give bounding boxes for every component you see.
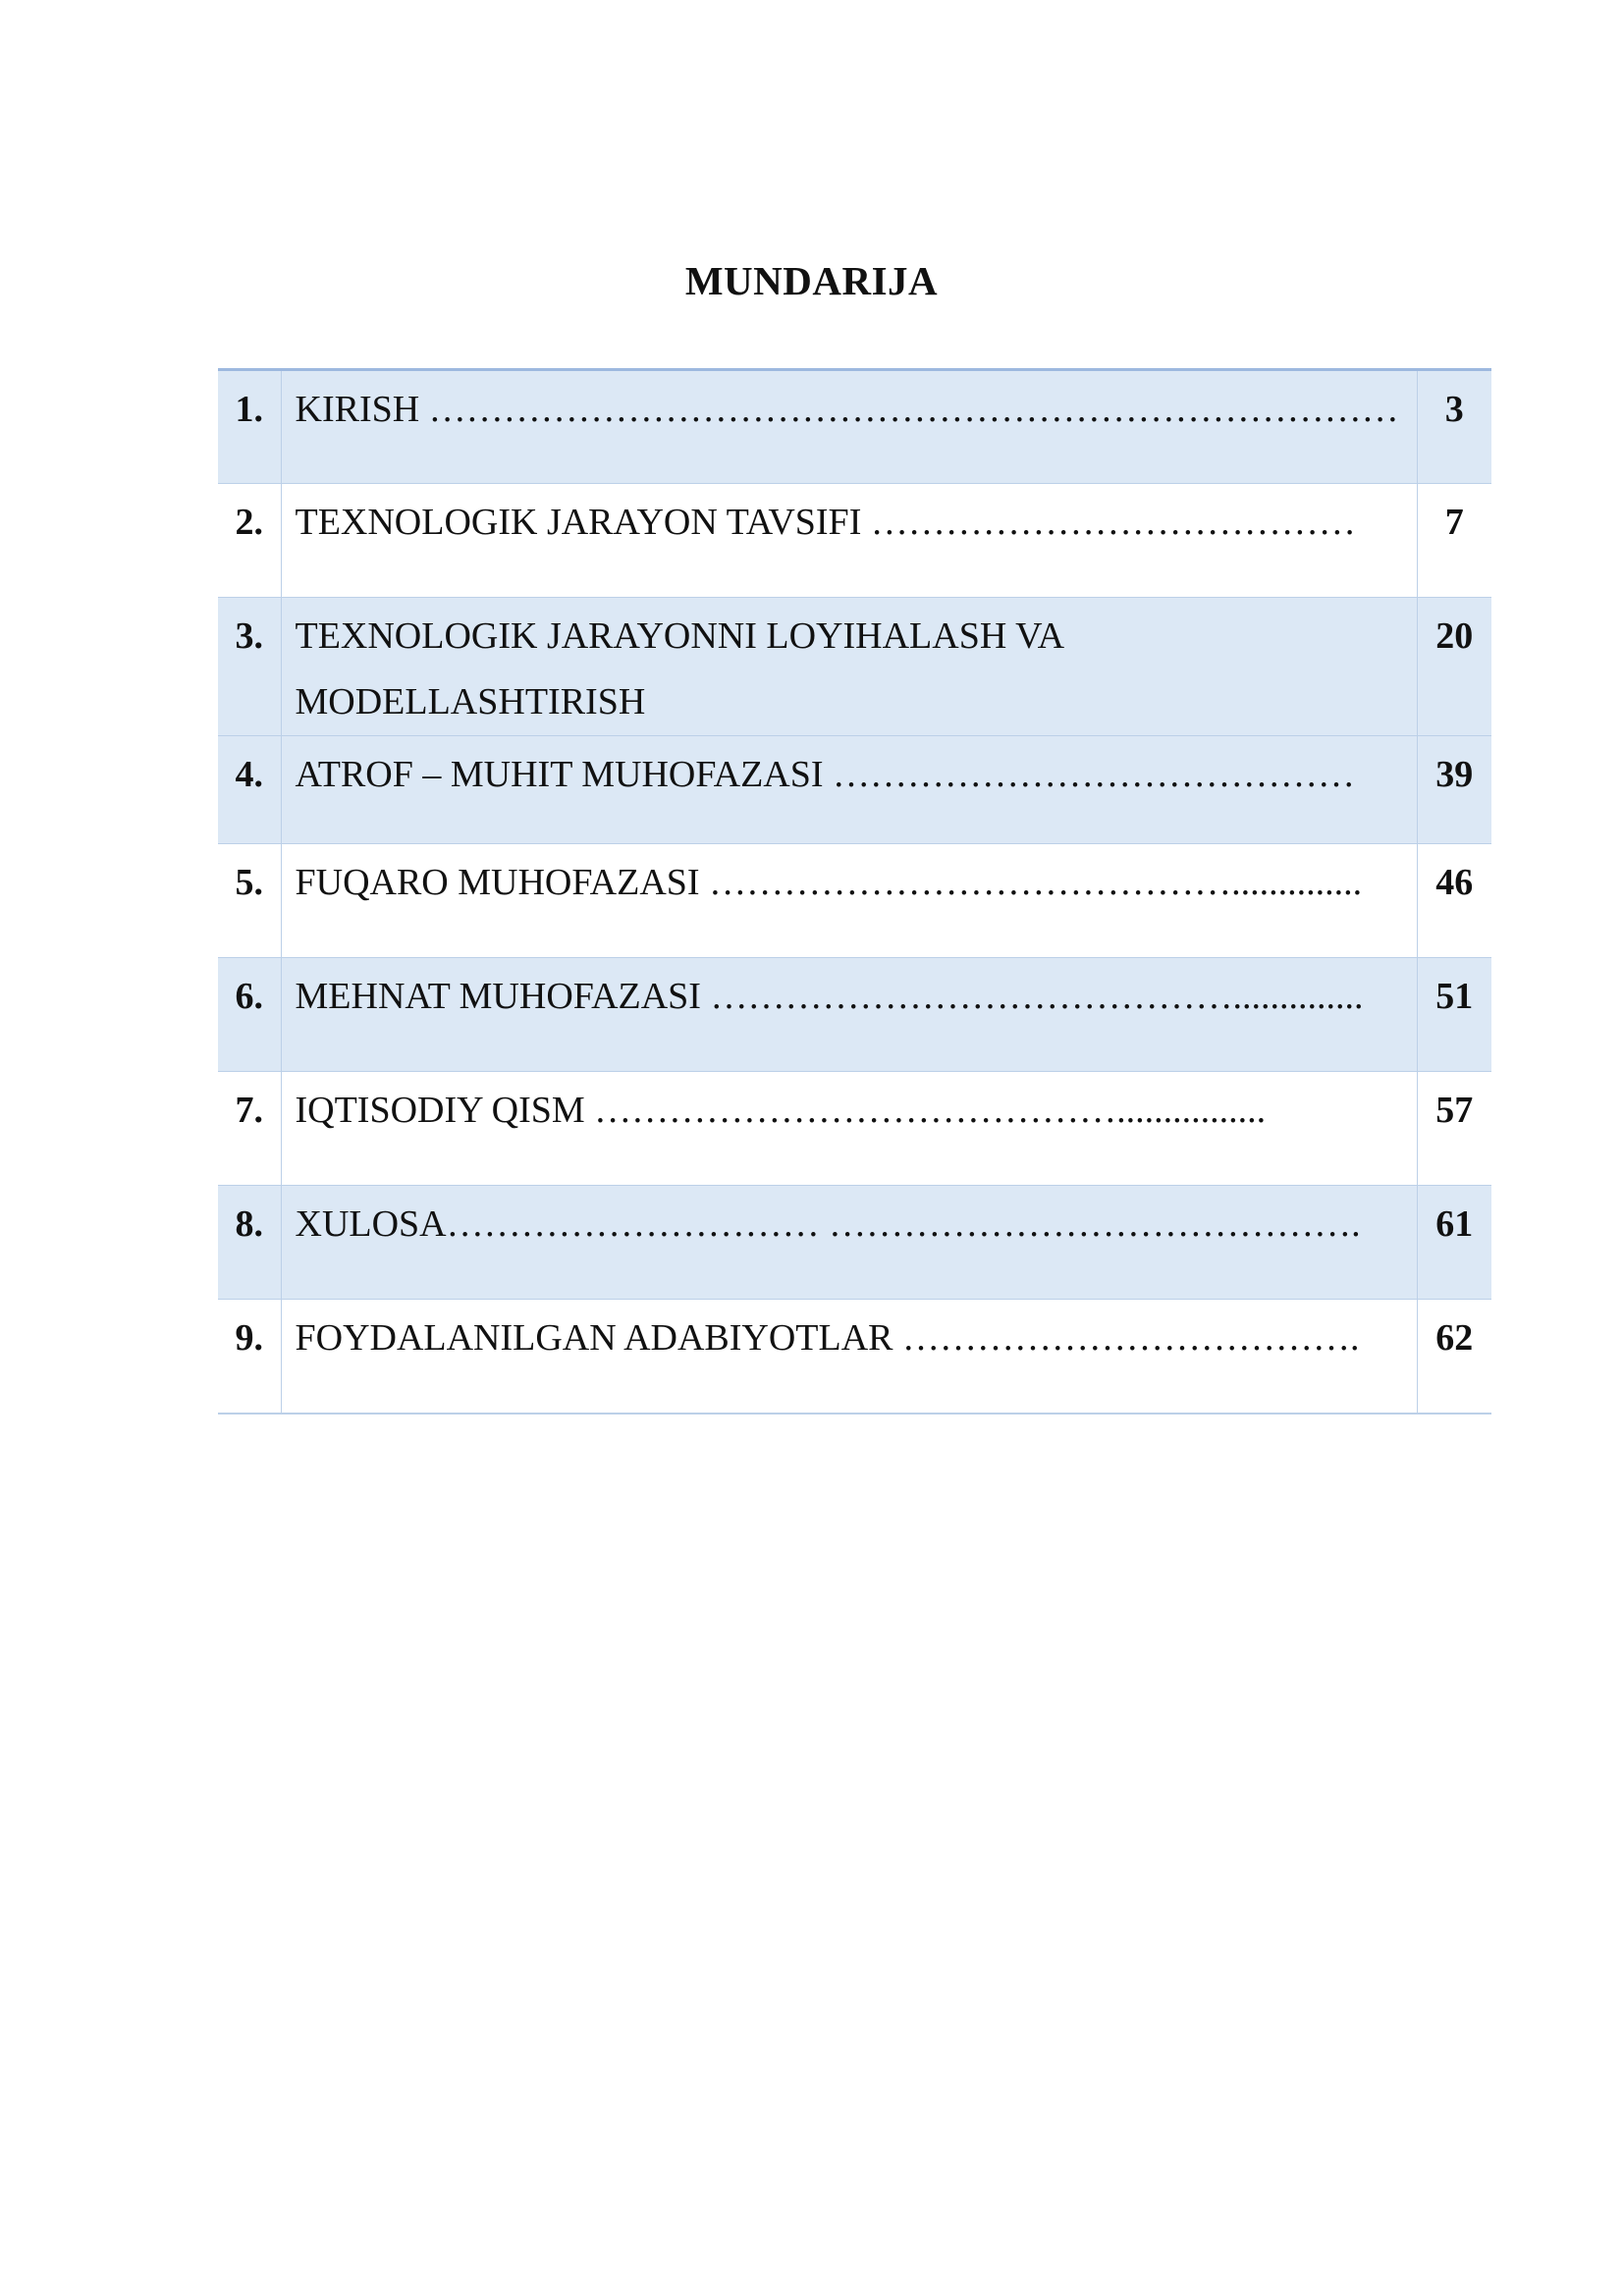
page-title: MUNDARIJA [684,258,939,303]
toc-number: 8. [218,1186,281,1300]
toc-row [218,958,1491,1072]
toc-page-number: 57 [1417,1072,1491,1186]
toc-page-number: 7 [1417,484,1491,598]
toc-row [218,736,1491,844]
toc-page-number: 62 [1417,1300,1491,1414]
toc-row [218,484,1491,598]
toc-page-number: 61 [1417,1186,1491,1300]
toc-entry-title: FOYDALANILGAN ADABIYOTLAR ………………………………. [281,1300,1417,1414]
toc-number: 7. [218,1072,281,1186]
toc-entry-title: ATROF – MUHIT MUHOFAZASI …………………………………… [281,736,1417,844]
toc-row [218,844,1491,958]
toc-page-number: 20 [1417,598,1491,736]
toc-number: 6. [218,958,281,1072]
toc-entry-title: TEXNOLOGIK JARAYONNI LOYIHALASH VA MODELLASHTIRISH [281,598,1417,736]
toc-row [218,370,1491,484]
toc-number: 9. [218,1300,281,1414]
toc-number: 2. [218,484,281,598]
toc-entry-title: IQTISODIY QISM ……………………………………................ [281,1072,1417,1186]
table-of-contents [218,368,1491,1415]
toc-number: 1. [218,370,281,484]
toc-row [218,1300,1491,1414]
toc-row [218,598,1491,736]
toc-number: 3. [218,598,281,736]
toc-entry-title: KIRISH …………………………………………………………………… [281,370,1417,484]
toc-row [218,1186,1491,1300]
toc-page-number: 3 [1417,370,1491,484]
toc-entry-title: TEXNOLOGIK JARAYON TAVSIFI ………………………………… [281,484,1417,598]
toc-entry-title: FUQARO MUHOFAZASI …………………………………….............. [281,844,1417,958]
toc-page-number: 39 [1417,736,1491,844]
toc-number: 5. [218,844,281,958]
toc-page-number: 46 [1417,844,1491,958]
toc-entry-title: XULOSA………………………… ……………………………………. [281,1186,1417,1300]
toc-row [218,1072,1491,1186]
toc-number: 4. [218,736,281,844]
toc-page-number: 51 [1417,958,1491,1072]
toc-entry-title: MEHNAT MUHOFAZASI …………………………………….............. [281,958,1417,1072]
